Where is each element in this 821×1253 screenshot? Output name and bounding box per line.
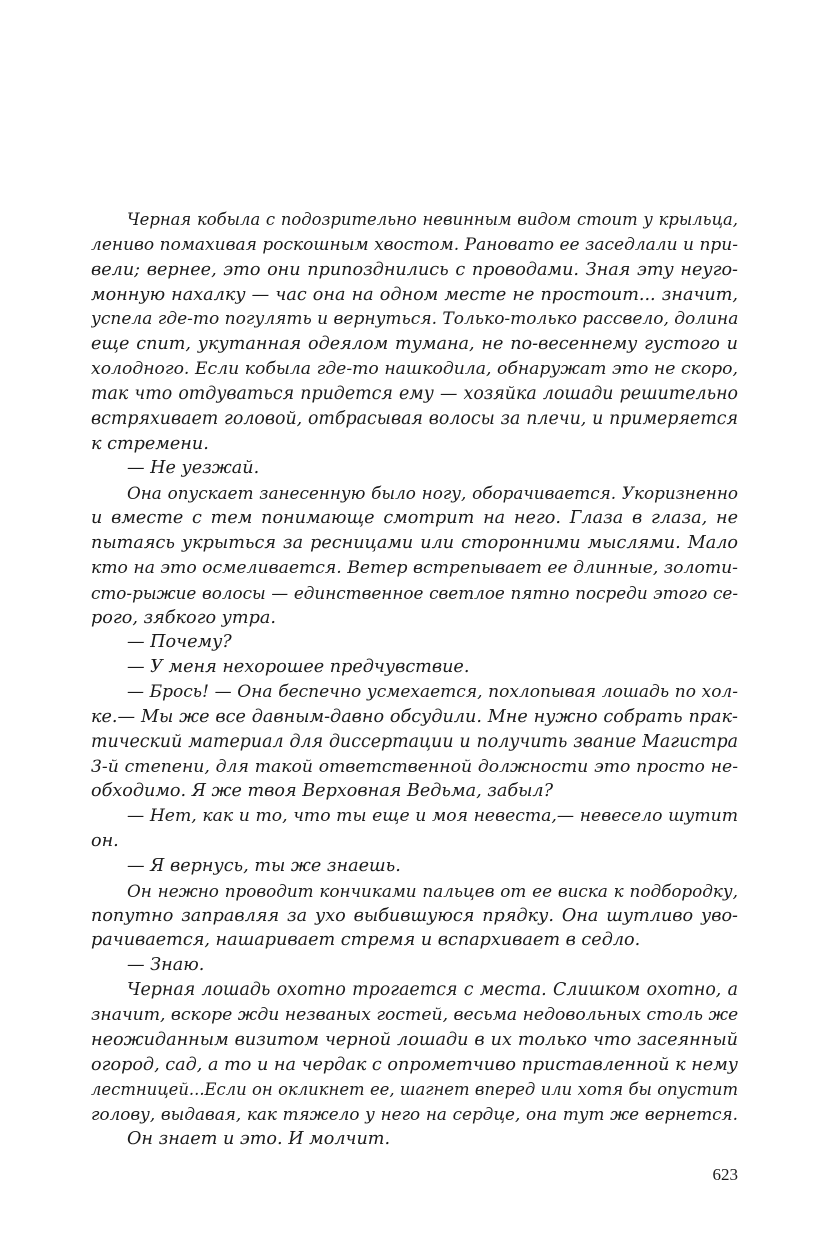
text-line: холодного. Если кобыла где-то нашкодила, обнаружат это не скоро,	[91, 359, 738, 380]
text-line: — У меня нехорошее предчувствие.	[127, 657, 470, 678]
text-line: — Брось! — Она беспечно усмехается, похлопывая лошадь по хол-	[127, 682, 738, 703]
text-line: к стремени.	[91, 433, 209, 454]
text-line: рачивается, нашаривает стремя и вспархивает в седло.	[91, 930, 641, 951]
text-line: рого, зябкого утра.	[91, 607, 276, 628]
text-line: монную нахалку — час она на одном месте не простоит... значит,	[91, 284, 738, 305]
text-line: Черная лошадь охотно трогается с места. Слишком охотно, а	[127, 980, 738, 1001]
text-line: так что отдуваться придется ему — хозяйка лошади решительно	[91, 383, 738, 404]
text-line: встряхивает головой, отбрасывая волосы за плечи, и примеряется	[91, 408, 738, 429]
text-line: кто на это осмеливается. Ветер встрепывает ее длинные, золоти-	[91, 557, 738, 578]
text-line: тический материал для диссертации и получить звание Магистра	[91, 731, 738, 752]
text-line: лестницей...Если он окликнет ее, шагнет вперед или хотя бы опустит	[91, 1079, 738, 1099]
text-line: значит, вскоре жди незваных гостей, весьма недовольных столь же	[91, 1005, 738, 1025]
text-line: сто-рыжие волосы — единственное светлое пятно посреди этого се-	[91, 582, 738, 603]
page-number: 623	[712, 1165, 738, 1184]
text-line: — Почему?	[127, 632, 232, 653]
text-line: успела где-то погулять и вернуться. Только-только рассвело, долина	[91, 309, 738, 330]
text-line: Он знает и это. И молчит.	[127, 1129, 391, 1150]
text-line: 3-й степени, для такой ответственной должности это просто не-	[91, 756, 738, 777]
text-line: — Не уезжай.	[127, 458, 260, 479]
text-line: ке.— Мы же все давным-давно обсудили. Мне нужно собрать прак-	[91, 706, 738, 727]
text-line: огород, сад, а то и на чердак с опрометчиво приставленной к нему	[91, 1054, 738, 1075]
text-line: лениво помахивая роскошным хвостом. Рановато ее заседлали и при-	[91, 234, 738, 255]
text-line: и вместе с тем понимающе смотрит на него. Глаза в глаза, не	[91, 508, 738, 529]
text-line: он.	[91, 831, 119, 852]
text-line: голову, выдавая, как тяжело у него на сердце, она тут же вернется.	[91, 1104, 738, 1125]
text-line: Черная кобыла с подозрительно невинным видом стоит у крыльца,	[127, 210, 738, 229]
text-line: пытаясь укрыться за ресницами или сторонними мыслями. Мало	[91, 532, 738, 553]
body-text	[91, 208, 738, 1152]
text-line: — Знаю.	[127, 955, 205, 976]
text-line: обходимо. Я же твоя Верховная Ведьма, забыл?	[91, 781, 554, 802]
text-line: еще спит, укутанная одеялом тумана, не по-весеннему густого и	[91, 334, 738, 355]
text-line: вели; вернее, это они припозднились с проводами. Зная эту неуго-	[91, 259, 738, 280]
text-line: — Я вернусь, ты же знаешь.	[127, 855, 401, 876]
text-line: — Нет, как и то, что ты еще и моя невеста,— невесело шутит	[127, 806, 738, 827]
text-line: неожиданным визитом черной лошади в их только что засеянный	[91, 1029, 738, 1050]
text-line: Он нежно проводит кончиками пальцев от ее виска к подбородку,	[127, 880, 738, 901]
text-line: попутно заправляя за ухо выбившуюся прядку. Она шутливо уво-	[91, 905, 738, 926]
text-line: Она опускает занесенную было ногу, оборачивается. Укоризненно	[127, 483, 738, 504]
